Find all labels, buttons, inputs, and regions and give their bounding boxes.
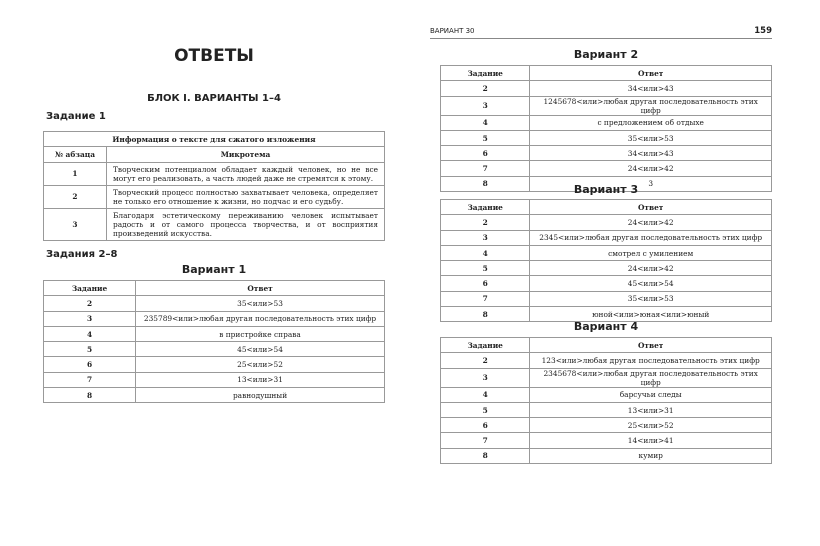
- variant-3-title: Вариант 3: [573, 183, 639, 196]
- row-number: 3: [44, 208, 107, 240]
- answer: 24<или>42: [530, 261, 772, 276]
- row-number: 2: [44, 185, 107, 208]
- task-number: 2: [44, 296, 136, 311]
- answer: 25<или>52: [136, 357, 385, 372]
- answer: 2345<или>любая другая последовательность этих цифр: [530, 230, 772, 245]
- col-header: Ответ: [136, 281, 385, 296]
- col-header: Микротема: [107, 147, 385, 162]
- table-row: [44, 326, 385, 341]
- table-row: [441, 161, 772, 176]
- col-header: Задание: [44, 281, 136, 296]
- col-header: Задание: [441, 66, 530, 81]
- task-number: 2: [441, 353, 530, 368]
- running-head: ВАРИАНТ 30: [430, 27, 475, 35]
- answer: 24<или>42: [530, 215, 772, 230]
- table-row: [44, 296, 385, 311]
- microtheme: Творческий процесс полностью захватывает человека, определяет не только его отношение к жизни, но подчас и его судьбу.: [107, 185, 385, 208]
- answer: смотрел с умилением: [530, 245, 772, 260]
- task-number: 6: [441, 146, 530, 161]
- task-number: 5: [441, 130, 530, 145]
- answer: 3: [530, 176, 772, 191]
- table-row: [441, 448, 772, 463]
- answer: с предложением об отдыхе: [530, 115, 772, 130]
- variant-4-title: Вариант 4: [573, 320, 639, 333]
- answer: юной<или>юная<или>юный: [530, 307, 772, 322]
- answer: 34<или>43: [530, 146, 772, 161]
- task1-heading: Задание 1: [46, 111, 106, 122]
- row-number: 1: [44, 162, 107, 185]
- answer: 13<или>31: [136, 372, 385, 387]
- task-number: 4: [44, 326, 136, 341]
- task-number: 5: [44, 342, 136, 357]
- answer: в пристройке справа: [136, 326, 385, 341]
- table-row: [44, 208, 385, 240]
- col-header: Ответ: [530, 66, 772, 81]
- table-row: [44, 311, 385, 326]
- answer: 34<или>43: [530, 81, 772, 96]
- task-number: 7: [441, 161, 530, 176]
- page-title: ОТВЕТЫ: [174, 46, 254, 66]
- table-row: [441, 276, 772, 291]
- table-row: [441, 291, 772, 306]
- task-number: 7: [441, 291, 530, 306]
- task-number: 6: [441, 276, 530, 291]
- answer: 35<или>53: [136, 296, 385, 311]
- task-number: 5: [441, 402, 530, 417]
- answer: 13<или>31: [530, 402, 772, 417]
- task-number: 3: [441, 230, 530, 245]
- table-row: [44, 185, 385, 208]
- task-number: 6: [44, 357, 136, 372]
- table-row: [441, 245, 772, 260]
- task-number: 4: [441, 115, 530, 130]
- table-row: [44, 357, 385, 372]
- table-row: [441, 387, 772, 402]
- table-row: [441, 418, 772, 433]
- col-header: Ответ: [530, 338, 772, 353]
- variant-2-title: Вариант 2: [573, 48, 639, 61]
- answer: равнодушный: [136, 388, 385, 403]
- task-number: 8: [44, 388, 136, 403]
- task-number: 8: [441, 307, 530, 322]
- task-number: 3: [441, 96, 530, 115]
- answer: 123<или>любая другая последовательность этих цифр: [530, 353, 772, 368]
- task-number: 3: [441, 368, 530, 387]
- task-number: 5: [441, 261, 530, 276]
- answer: 45<или>54: [530, 276, 772, 291]
- table-row: [44, 342, 385, 357]
- answer: 35<или>53: [530, 130, 772, 145]
- task-number: 7: [44, 372, 136, 387]
- block-heading: БЛОК I. ВАРИАНТЫ 1–4: [147, 93, 281, 104]
- col-header: Ответ: [530, 200, 772, 215]
- task-number: 4: [441, 387, 530, 402]
- variant-3-table: [440, 199, 772, 322]
- variant-1-title: Вариант 1: [181, 263, 247, 276]
- answer: 35<или>53: [530, 291, 772, 306]
- table-row: [441, 433, 772, 448]
- table-row: [44, 162, 385, 185]
- variant-2-table: [440, 65, 772, 192]
- task-number: 8: [441, 448, 530, 463]
- answer: кумир: [530, 448, 772, 463]
- table-row: [441, 261, 772, 276]
- answer: 14<или>41: [530, 433, 772, 448]
- task-number: 7: [441, 433, 530, 448]
- col-header: № абзаца: [44, 147, 107, 162]
- table-row: [44, 388, 385, 403]
- page-number: 159: [754, 26, 772, 36]
- table-row: [441, 230, 772, 245]
- task-number: 3: [44, 311, 136, 326]
- table-row: [441, 402, 772, 417]
- table-row: [441, 130, 772, 145]
- microtheme: Творческим потенциалом обладает каждый человек, но не все могут его реализовать, а часть людей даже не стремятся к этому.: [107, 162, 385, 185]
- info-caption: Информация о тексте для сжатого изложения: [44, 132, 385, 147]
- col-header: Задание: [441, 338, 530, 353]
- table-row: [441, 115, 772, 130]
- table-row: [441, 96, 772, 115]
- table-row: [44, 372, 385, 387]
- table-row: [441, 368, 772, 387]
- table-row: [441, 353, 772, 368]
- tasks-heading: Задания 2–8: [46, 249, 118, 260]
- task-number: 2: [441, 215, 530, 230]
- microtheme: Благодаря эстетическому переживанию человек испытывает радость и от самого процесса творчества, и от восприятия произведений искусства.: [107, 208, 385, 240]
- info-table: [43, 131, 385, 241]
- col-header: Задание: [441, 200, 530, 215]
- answer: 24<или>42: [530, 161, 772, 176]
- table-row: [441, 215, 772, 230]
- header-rule: [430, 38, 772, 39]
- answer: 1245678<или>любая другая последовательность этих цифр: [530, 96, 772, 115]
- task-number: 4: [441, 245, 530, 260]
- answer: 25<или>52: [530, 418, 772, 433]
- answer: 235789<или>любая другая последовательность этих цифр: [136, 311, 385, 326]
- variant-1-table: [43, 280, 385, 403]
- answer: 2345678<или>любая другая последовательность этих цифр: [530, 368, 772, 387]
- task-number: 6: [441, 418, 530, 433]
- variant-4-table: [440, 337, 772, 464]
- task-number: 2: [441, 81, 530, 96]
- answer: 45<или>54: [136, 342, 385, 357]
- table-row: [441, 81, 772, 96]
- answer: барсучьи следы: [530, 387, 772, 402]
- task-number: 8: [441, 176, 530, 191]
- table-row: [441, 146, 772, 161]
